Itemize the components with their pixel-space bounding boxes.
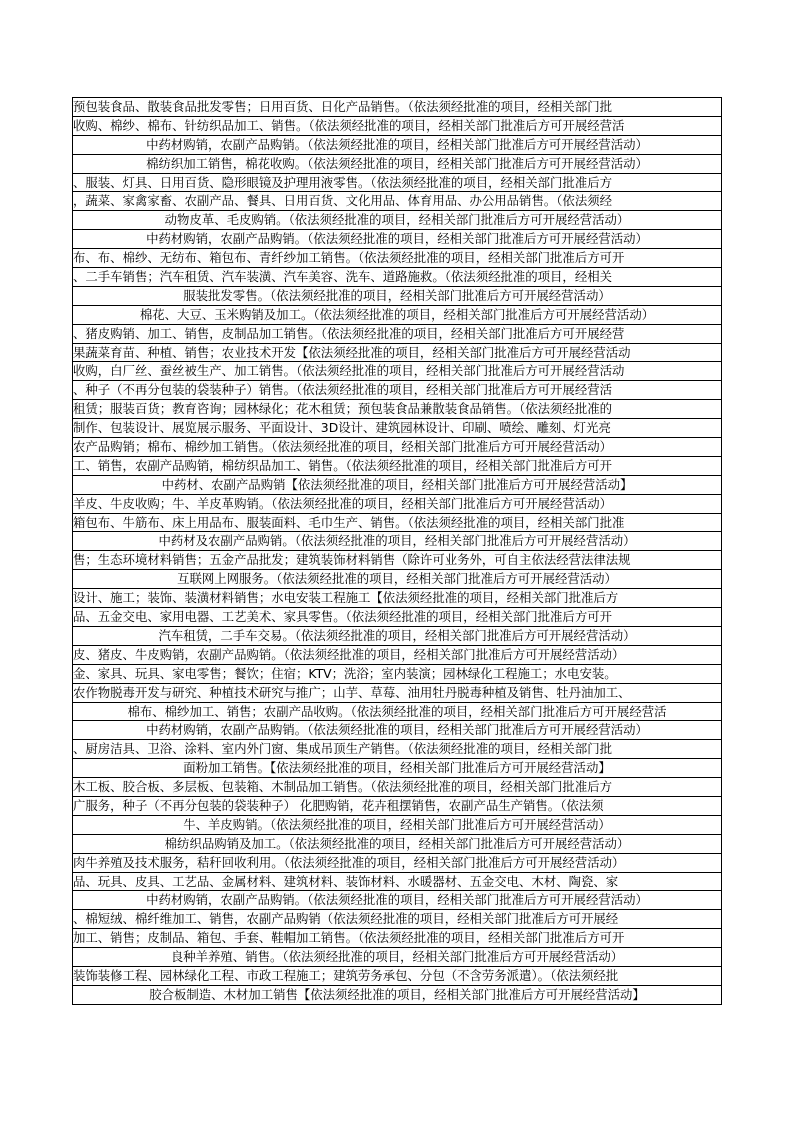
table-row: 装饰装修工程、园林绿化工程、市政工程施工；建筑劳务承包、分包（不含劳务派遣）。（依法须经批 bbox=[73, 967, 721, 986]
table-row: 箱包布、牛筋布、床上用品布、服装面料、毛巾生产、销售。（依法须经批准的项目，经相关部门批准 bbox=[73, 514, 721, 533]
table-row: 中药材购销，农副产品购销。（依法须经批准的项目，经相关部门批准后方可开展经营活动） bbox=[73, 136, 721, 155]
table-row: 胶合板制造、木材加工销售【依法须经批准的项目，经相关部门批准后方可开展经营活动】 bbox=[73, 986, 721, 1005]
table-row: 、服装、灯具、日用百货、隐形眼镜及护理用液零售。（依法须经批准的项目，经相关部门批准后方 bbox=[73, 174, 721, 193]
table-row: 工、销售，农副产品购销，棉纺织品加工、销售。（依法须经批准的项目，经相关部门批准后方可开 bbox=[73, 457, 721, 476]
table-row: 、棉短绒、棉纤维加工、销售，农副产品购销（依法须经批准的项目，经相关部门批准后方可开展经 bbox=[73, 910, 721, 929]
table-row: 、种子（不再分包装的袋装种子）销售。（依法须经批准的项目，经相关部门批准后方可开展经营活 bbox=[73, 381, 721, 400]
table-row: 制作、包装设计、展览展示服务、平面设计、3D设计、建筑园林设计、印刷、喷绘、雕刻、灯光亮 bbox=[73, 419, 721, 438]
table-row: 果蔬菜育苗、种植、销售；农业技术开发【依法须经批准的项目，经相关部门批准后方可开展经营活动 bbox=[73, 344, 721, 363]
table-row: 良种羊养殖、销售。（依法须经批准的项目，经相关部门批准后方可开展经营活动） bbox=[73, 948, 721, 967]
table-row: 动物皮革、毛皮购销。（依法须经批准的项目，经相关部门批准后方可开展经营活动） bbox=[73, 211, 721, 230]
table-row: ，蔬菜、家禽家畜、农副产品、餐具、日用百货、文化用品、体育用品、办公用品销售。（依法须经 bbox=[73, 192, 721, 211]
table-row: 肉牛养殖及技术服务，秸秆回收利用。（依法须经批准的项目，经相关部门批准后方可开展经营活动） bbox=[73, 854, 721, 873]
table-row: 服装批发零售。（依法须经批准的项目，经相关部门批准后方可开展经营活动） bbox=[73, 287, 721, 306]
table-row: 农产品购销；棉布、棉纱加工销售。（依法须经批准的项目，经相关部门批准后方可开展经营活动） bbox=[73, 438, 721, 457]
table-row: 售；生态环境材料销售；五金产品批发；建筑装饰材料销售（除许可业务外，可自主依法经营法律法规 bbox=[73, 551, 721, 570]
table-row: 、二手车销售；汽车租赁、汽车装潢、汽车美容、洗车、道路施救。（依法须经批准的项目，经相关 bbox=[73, 268, 721, 287]
table-row: 棉纺织品购销及加工。（依法须经批准的项目，经相关部门批准后方可开展经营活动） bbox=[73, 835, 721, 854]
table-row: 牛、羊皮购销。（依法须经批准的项目，经相关部门批准后方可开展经营活动） bbox=[73, 816, 721, 835]
table-row: 中药材购销，农副产品购销。（依法须经批准的项目，经相关部门批准后方可开展经营活动） bbox=[73, 230, 721, 249]
table-row: 布、布、棉纱、无纺布、箱包布、青纤纱加工销售。（依法须经批准的项目，经相关部门批准后方可开 bbox=[73, 249, 721, 268]
table-row: 租赁；服装百货；教育咨询；园林绿化；花木租赁；预包装食品兼散装食品销售。（依法须经批准的 bbox=[73, 400, 721, 419]
table-row: 收购、棉纱、棉布、针纺织品加工、销售。（依法须经批准的项目，经相关部门批准后方可开展经营活 bbox=[73, 117, 721, 136]
table-row: 、厨房洁具、卫浴、涂料、室内外门窗、集成吊顶生产销售。（依法须经批准的项目，经相关部门批 bbox=[73, 740, 721, 759]
table-row: 木工板、胶合板、多层板、包装箱、木制品加工销售。（依法须经批准的项目，经相关部门批准后方 bbox=[73, 778, 721, 797]
table-row: 加工、销售；皮制品、箱包、手套、鞋帽加工销售。（依法须经批准的项目，经相关部门批准后方可开 bbox=[73, 929, 721, 948]
table-row: 棉纺织加工销售，棉花收购。（依法须经批准的项目，经相关部门批准后方可开展经营活动） bbox=[73, 155, 721, 174]
table-row: 预包装食品、散装食品批发零售；日用百货、日化产品销售。（依法须经批准的项目，经相关部门批 bbox=[73, 98, 721, 117]
table-row: 农作物脱毒开发与研究、种植技术研究与推广；山芋、草莓、油用牡丹脱毒种植及销售、牡丹油加工、 bbox=[73, 684, 721, 703]
business-scope-table bbox=[72, 97, 722, 1005]
table-row: 汽车租赁，二手车交易。（依法须经批准的项目，经相关部门批准后方可开展经营活动） bbox=[73, 627, 721, 646]
table-row: 中药材购销，农副产品购销。（依法须经批准的项目，经相关部门批准后方可开展经营活动） bbox=[73, 891, 721, 910]
table-row: 中药材及农副产品购销。（依法须经批准的项目，经相关部门批准后方可开展经营活动） bbox=[73, 532, 721, 551]
table-row: 中药材购销，农副产品购销。（依法须经批准的项目，经相关部门批准后方可开展经营活动） bbox=[73, 721, 721, 740]
table-row: 收购，白厂丝、蚕丝被生产、加工销售。（依法须经批准的项目，经相关部门批准后方可开展经营活动 bbox=[73, 362, 721, 381]
table-row: 品、五金交电、家用电器、工艺美术、家具零售。（依法须经批准的项目，经相关部门批准后方可开 bbox=[73, 608, 721, 627]
table-row: 品、玩具、皮具、工艺品、金属材料、建筑材料、装饰材料、水暖器材、五金交电、木材、陶瓷、家 bbox=[73, 873, 721, 892]
table-row: 皮、猪皮、牛皮购销，农副产品购销。（依法须经批准的项目，经相关部门批准后方可开展经营活动） bbox=[73, 646, 721, 665]
table-row: 中药材、农副产品购销【依法须经批准的项目，经相关部门批准后方可开展经营活动】 bbox=[73, 476, 721, 495]
table-row: 金、家具、玩具、家电零售；餐饮；住宿；KTV；洗浴；室内装演；园林绿化工程施工；水电安装。 bbox=[73, 665, 721, 684]
table-row: 面粉加工销售。【依法须经批准的项目，经相关部门批准后方可开展经营活动】 bbox=[73, 759, 721, 778]
table-row: 广服务，种子（不再分包装的袋装种子） 化肥购销，花卉租摆销售，农副产品生产销售。（依法须 bbox=[73, 797, 721, 816]
table-row: 设计、施工；装饰、装潢材料销售；水电安装工程施工【依法须经批准的项目，经相关部门批准后方 bbox=[73, 589, 721, 608]
table-row: 、猪皮购销、加工、销售，皮制品加工销售。（依法须经批准的项目，经相关部门批准后方可开展经营 bbox=[73, 325, 721, 344]
table-row: 棉布、棉纱加工、销售；农副产品收购。（依法须经批准的项目，经相关部门批准后方可开展经营活 bbox=[73, 703, 721, 722]
table-row: 羊皮、牛皮收购；牛、羊皮革购销。（依法须经批准的项目，经相关部门批准后方可开展经营活动） bbox=[73, 495, 721, 514]
table-row: 互联网上网服务。（依法须经批准的项目，经相关部门批准后方可开展经营活动） bbox=[73, 570, 721, 589]
table-row: 棉花、大豆、玉米购销及加工。（依法须经批准的项目，经相关部门批准后方可开展经营活动） bbox=[73, 306, 721, 325]
